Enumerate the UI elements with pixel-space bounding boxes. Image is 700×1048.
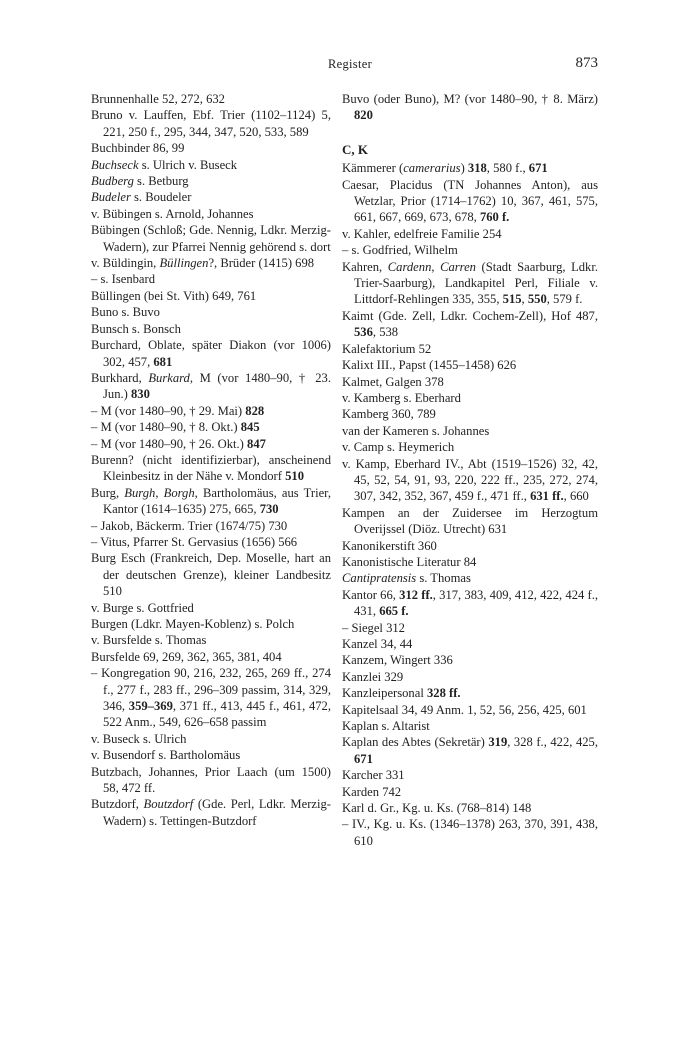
entry-text: Kalixt III., Papst (1455–1458) 626 [342,358,517,373]
page-ref-main: 536 [354,325,373,340]
variant-name: Büllingen [159,256,209,271]
index-entries-right [342,160,598,849]
index-entries-right-top [342,91,598,124]
index-entry [91,140,331,156]
page-ref-main: 671 [528,161,548,176]
index-entry [91,189,331,205]
entry-text: , Bartholomäus, aus Trier, Kantor (1614–1635) 275, 665, [103,485,332,517]
entry-text: Kalefaktorium 52 [342,341,432,356]
entry-text: Bruno v. Lauffen, Ebf. Trier (1102–1124) 5, 221, 250 f., 295, 344, 347, 520, 533, 589 [91,108,331,139]
entry-text: s. Thomas [416,571,471,586]
page-ref-main: 318 [467,161,487,176]
entry-text: – s. Isenbard [91,272,156,287]
entry-text: , 580 f., [486,161,529,176]
entry-text: Brunnenhalle 52, 272, 632 [91,92,225,106]
entry-text: – IV., Kg. u. Ks. (1346–1378) 263, 370, 391, 438, 610 [342,817,598,848]
index-entry [342,160,598,176]
entry-text: Burg, [91,485,125,500]
page-ref-main: 550 [527,292,547,307]
index-entry [91,600,331,616]
entry-text: Kanzel 34, 44 [342,637,413,651]
entry-text: van der Kameren s. Johannes [342,423,490,438]
index-entry [342,374,598,390]
entry-text: Kamberg 360, 789 [342,407,436,422]
index-entry [91,731,331,747]
index-entry [91,403,331,419]
index-entry [91,452,331,485]
entry-text: v. Kamberg s. Eberhard [342,390,461,405]
page-ref-main: 828 [245,403,265,418]
index-entry [91,764,331,797]
entry-text: Kanzem, Wingert 336 [342,653,453,668]
entry-text: Kaplan des Abtes (Sekretär) [342,735,489,750]
index-entry [91,436,331,452]
index-entry [342,91,598,124]
page-ref-main: 671 [354,751,373,766]
entry-text: – M (vor 1480–90, † 8. Okt.) [91,420,241,435]
entry-text: (Stadt Saarburg, Ldkr. Trier-Saarburg), Landkapitel Perl, Filiale v. Littdorf-Rehlingen 335, 355, [354,259,598,307]
entry-text: Bunsch s. Bonsch [91,321,181,336]
entry-text: – M (vor 1480–90, † 29. Mai) [91,403,246,418]
entry-text: Bursfelde 69, 269, 362, 365, 381, 404 [91,649,282,664]
entry-text: – Vitus, Pfarrer St. Gervasius (1656) 566 [91,534,298,549]
entry-text: Karcher 331 [342,768,405,783]
running-title: Register [327,57,373,71]
index-entry [91,288,331,304]
index-entry [342,177,598,226]
index-entry [342,800,598,816]
index-entry [342,669,598,685]
page-ref-main: 681 [153,354,173,369]
index-entry [342,767,598,783]
index-entry [342,439,598,455]
entry-text: , 371 ff., 413, 445 f., 461, 472, 522 Anm., 549, 626–658 passim [103,699,331,730]
index-entry [342,341,598,357]
index-entry [342,685,598,701]
page-ref-main: 847 [247,436,266,451]
entry-text: (Gde. Perl, Ldkr. Merzig-Wadern) s. Tettingen-Butzdorf [103,797,331,828]
page-ref-main: 328 ff. [426,686,461,701]
entry-text: v. Buseck s. Ulrich [91,731,187,746]
entry-text: Kaplan s. Altarist [342,719,430,734]
page-ref-main: 830 [131,387,150,402]
entry-text: Kampen an der Zuidersee im Herzogtum Overijssel (Diöz. Utrecht) 631 [342,505,598,537]
entry-text: Burenn? (nicht identifizierbar), anscheinend Kleinbesitz in der Nähe v. Mondorf [91,452,331,484]
entry-text: – s. Godfried, Wilhelm [342,243,458,258]
index-entry [342,652,598,668]
index-entry [342,702,598,718]
entry-text: Kantor 66, [342,587,400,602]
entry-text: Kanzleipersonal [342,686,427,701]
page-ref-main: 665 f. [379,604,409,619]
page-ref-main: 845 [240,420,260,435]
page-ref-main: 730 [259,502,279,517]
entry-text: v. Burge s. Gottfried [91,600,194,615]
entry-text: s. Ulrich v. Buseck [138,157,238,172]
entry-text: Büllingen (bei St. Vith) 649, 761 [91,288,257,303]
index-entry [342,406,598,422]
index-entry [342,259,598,308]
entry-text: v. Büldingin, [91,256,160,271]
index-entry [91,485,331,518]
entry-text: , 328 f., 422, 425, [507,735,598,750]
entry-text: Kahren, [342,259,388,274]
entry-text: ) [460,161,468,176]
entry-text: Kapitelsaal 34, 49 Anm. 1, 52, 56, 256, 425, 601 [342,702,587,717]
index-entry [91,173,331,189]
entry-text: Burg Esch (Frankreich, Dep. Moselle, hart an der deutschen Grenze), kleiner Landbesitz 510 [91,551,331,599]
index-entry [91,222,331,255]
entry-text: Karl d. Gr., Kg. u. Ks. (768–814) 148 [342,801,532,816]
index-entry [91,107,331,140]
page-number: 873 [575,55,598,71]
entry-text: , 317, 383, 409, 412, 422, 424 f., 431, [354,587,598,619]
variant-name: Borgh [163,485,195,500]
index-entry [342,226,598,242]
entry-text: , [155,485,164,500]
entry-text: v. Camp s. Heymerich [342,440,455,455]
index-entry [91,157,331,173]
section-heading: C, K [342,141,368,157]
page-ref-main: 760 f. [479,210,510,225]
entry-text: Kaimt (Gde. Zell, Ldkr. Cochem-Zell), Hof 487, [342,308,598,323]
index-entry [342,816,598,849]
variant-name: Carren [440,259,476,274]
index-entry [342,357,598,373]
entry-text: ?, Brüder (1415) 698 [208,256,315,271]
index-entry [342,718,598,734]
variant-name: camerarius [403,161,461,176]
entry-text: – Kongregation 90, 216, 232, 265, 269 ff., 274 f., 277 f., 283 ff., 296–309 passim, 314, 329, 346, [91,666,331,714]
index-entry [342,734,598,767]
entry-text: , [431,259,441,274]
entry-text: – Jakob, Bäckerm. Trier (1674/75) 730 [91,518,288,533]
entry-text: – Siegel 312 [342,620,405,635]
entry-text: – M (vor 1480–90, † 26. Okt.) [91,436,248,451]
page-ref-main: 631 ff. [530,489,564,504]
page-ref-main: 820 [354,108,373,123]
index-entry [342,308,598,341]
entry-text: v. Bübingen s. Arnold, Johannes [91,206,254,221]
entry-text: v. Kamp, Eberhard IV., Abt (1519–1526) 32, 42, 45, 52, 54, 91, 93, 220, 222 ff., 235, 272, 274, 307, 342, 352, 367, 459 f., 471 ff., [342,456,598,504]
entry-text: , M (vor 1480–90, † 23. Jun.) [103,370,331,402]
entry-text: Burkhard, [91,370,149,385]
variant-name: Cantipratensis [342,571,417,586]
index-entry [91,534,331,550]
entry-text: , 579 f. [546,292,583,307]
page-ref-main: 510 [285,469,304,484]
index-entry [342,554,598,570]
entry-text: Bübingen (Schloß; Gde. Nennig, Ldkr. Merzig-Wadern), zur Pfarrei Nennig gehörend s. dort [91,223,331,254]
index-entry [91,370,331,403]
index-column-right [342,91,598,849]
variant-name: Burkard [148,370,190,385]
page-ref-main: 312 ff. [399,587,433,602]
index-entry [91,632,331,648]
entry-text: Kanonikerstift 360 [342,538,437,553]
index-entry [91,550,331,599]
variant-name: Burgh [124,485,156,500]
index-entry [91,747,331,763]
index-entry [342,636,598,652]
page-header [0,55,700,77]
entry-text: Buno s. Buvo [91,305,160,320]
index-entry [91,304,331,320]
index-entry [91,271,331,287]
index-entry [342,423,598,439]
variant-name: Budberg [91,174,134,189]
entry-text: , 538 [372,325,399,340]
variant-name: Cardenn [387,259,432,274]
index-entry [342,570,598,586]
entry-text: Butzbach, Johannes, Prior Laach (um 1500) 58, 472 ff. [91,764,331,796]
entry-text: s. Betburg [133,174,189,189]
entry-text: , 660 [563,489,589,504]
index-entry [91,255,331,271]
index-entry [91,518,331,534]
index-entry [342,587,598,620]
entry-text: s. Boudeler [130,190,192,205]
index-entry [342,390,598,406]
index-entry [91,616,331,632]
entry-text: v. Busendorf s. Bartholomäus [91,748,241,763]
index-entry [342,538,598,554]
page-ref-main: 359–369 [128,699,173,714]
variant-name: Budeler [91,190,131,205]
entry-text: Karden 742 [342,784,402,799]
entry-text: Kanonistische Literatur 84 [342,554,477,569]
entry-text: , [521,292,528,307]
index-entry [91,337,331,370]
entry-text: Buchbinder 86, 99 [91,141,185,156]
index-entry [342,456,598,505]
index-column-left [91,91,331,829]
page-ref-main: 515 [502,292,522,307]
page-ref-main: 319 [488,735,508,750]
entry-text: v. Bursfelde s. Thomas [91,633,207,648]
index-entry [91,321,331,337]
variant-name: Buchseck [91,157,139,172]
entry-text: Kalmet, Galgen 378 [342,374,444,389]
entry-text: Buvo (oder Buno), M? (vor 1480–90, † 8. März) [342,92,598,106]
index-entry [91,419,331,435]
entry-text: Kämmerer ( [342,161,404,176]
index-entry [342,505,598,538]
index-entry [91,796,331,829]
entry-text: v. Kahler, edelfreie Familie 254 [342,226,502,241]
index-entry [91,91,331,107]
entry-text: Caesar, Placidus (TN Johannes Anton), aus Wetzlar, Prior (1714–1762) 10, 367, 461, 575, 661, 667, 669, 673, 678, [342,177,598,225]
index-entry [342,784,598,800]
variant-name: Boutzdorf [143,797,194,812]
entry-text: Butzdorf, [91,797,144,812]
index-entry [91,206,331,222]
index-entry [91,665,331,731]
index-entry [91,649,331,665]
entry-text: Burgen (Ldkr. Mayen-Koblenz) s. Polch [91,617,295,631]
entry-text: Kanzlei 329 [342,669,404,684]
index-entry [342,242,598,258]
index-entry [342,620,598,636]
entry-text: Burchard, Oblate, später Diakon (vor 1006) 302, 457, [91,338,331,369]
